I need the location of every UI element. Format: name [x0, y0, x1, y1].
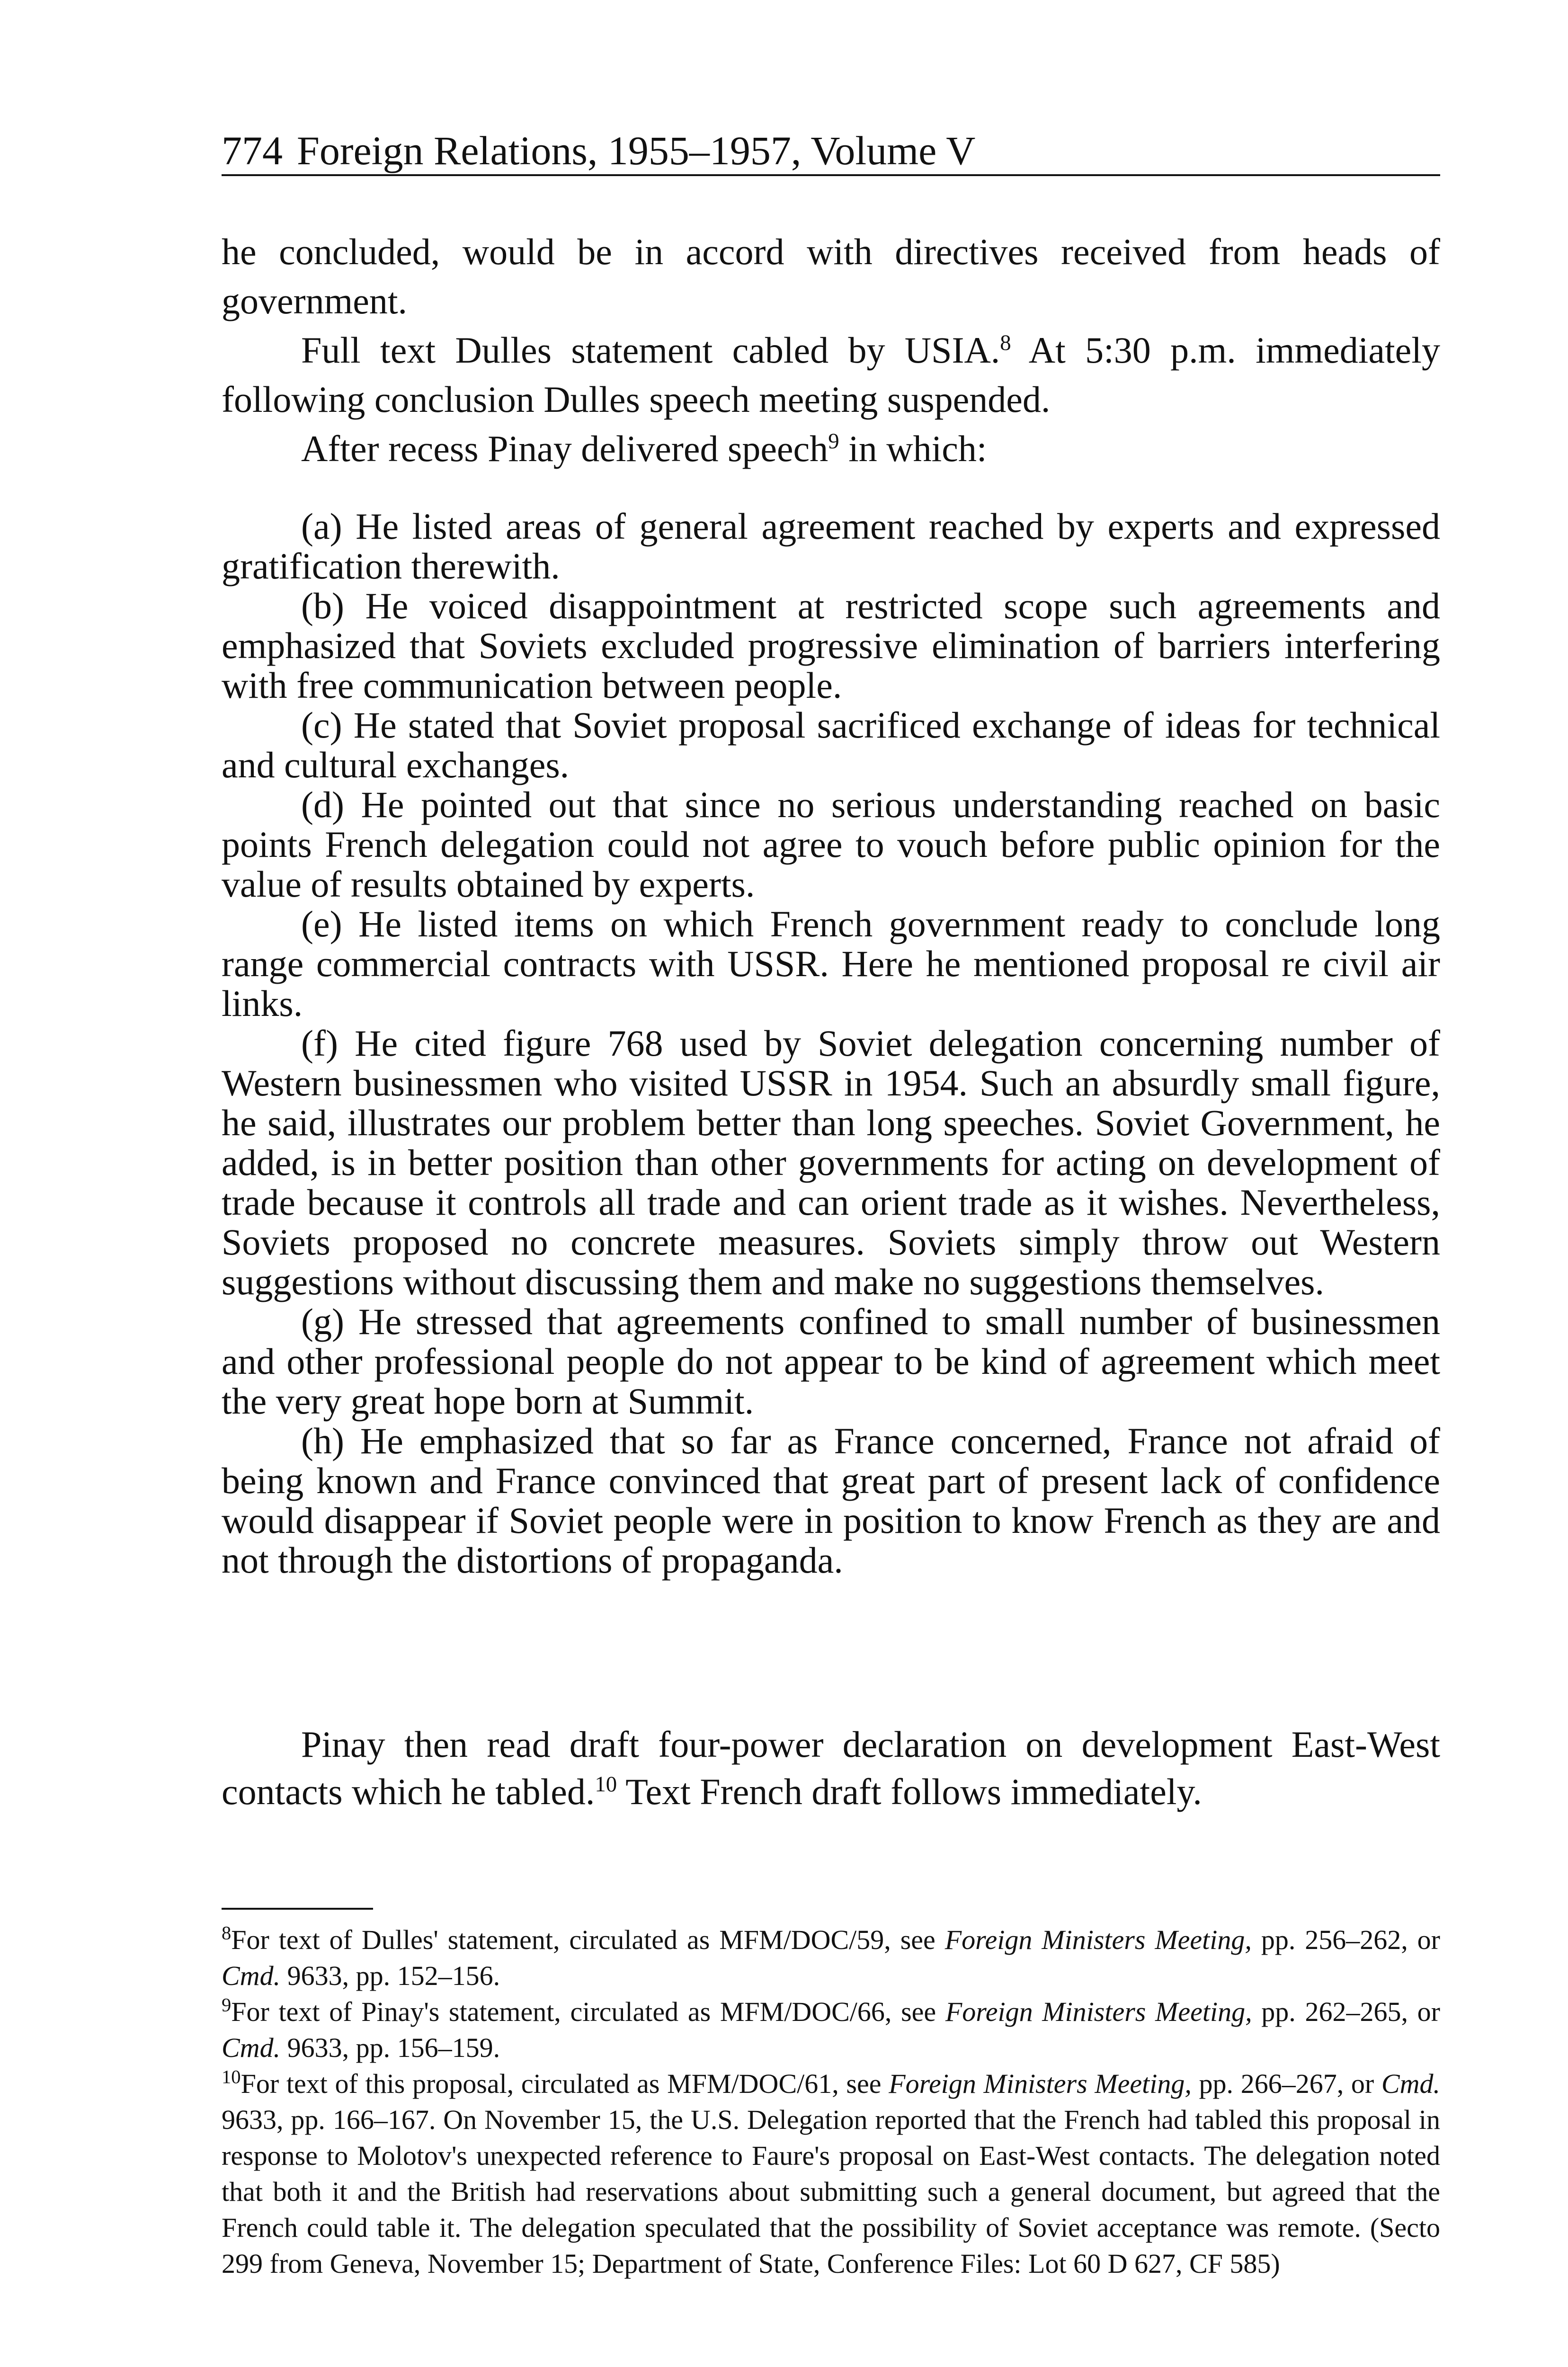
footnote-ref-9[interactable]: 9	[828, 429, 839, 454]
running-head	[222, 127, 1440, 176]
body-closing	[222, 1721, 1440, 1815]
footnote-ref-8[interactable]: 8	[1000, 330, 1011, 355]
paragraph-pinay-speech: After recess Pinay delivered speech$^9$ in which:	[301, 428, 987, 469]
speech-points-list	[222, 507, 1440, 1580]
page-number: 774	[222, 128, 283, 173]
footnote-10: $^{10}$For text of this proposal, circulated as MFM/DOC/61, see Foreign Ministers Meeting, pp. 266–267, or Cmd. 9633, pp. 166–167. On November 15, the U.S. Delegation reported that the French had tabled this proposal in response to Molotov's unexpected reference to Faure's proposal on East-West contacts. The delegation noted that both it and the British had reservations about submitting such a general document, but agreed that the French could table it. The delegation speculated that the possibility of Soviet acceptance was remote. (Secto 299 from Geneva, November 15; Department of State, Conference Files: Lot 60 D 627, CF 585)	[222, 2066, 1440, 2279]
list-item-b: (b) He voiced disappointment at restricted scope such agreements and emphasized that Soviets excluded progressive elimination of barriers interfering with free communication between people.	[222, 585, 1440, 706]
list-item-a: (a) He listed areas of general agreement reached by experts and expressed gratification therewith.	[222, 506, 1440, 587]
list-item-f: (f) He cited figure 768 used by Soviet delegation concerning number of Western businessmen who visited USSR in 1954. Such an absurdly small figure, he said, illustrates our problem better than long speeches. Soviet Government, he added, is in better position than other governments for acting on development of trade because it controls all trade and can orient trade as it wishes. Nevertheless, Soviets proposed no concrete measures. Soviets simply throw out Western suggestions without discussing them and make no suggestions themselves.	[222, 1023, 1440, 1302]
paragraph-continuation: he concluded, would be in accord with directives received from heads of government.	[222, 231, 1440, 321]
footnote-rule	[222, 1908, 373, 1910]
list-item-e: (e) He listed items on which French government ready to conclude long range commercial contracts with USSR. Here he mentioned proposal re civil air links.	[222, 903, 1440, 1024]
footnote-ref-10[interactable]: 10	[595, 1772, 617, 1797]
footnote-9: $^9$For text of Pinay's statement, circulated as MFM/DOC/66, see Foreign Ministers Meeting, pp. 262–265, or Cmd. 9633, pp. 156–159.	[222, 1994, 1440, 2063]
paragraph-french-draft: Pinay then read draft four-power declaration on development East-West contacts which he tabled.$^{10}$ Text French draft follows immediately.	[222, 1724, 1440, 1812]
paragraph-dulles-statement: Full text Dulles statement cabled by USIA.$^8$ At 5:30 p.m. immediately following conclusion Dulles speech meeting suspended.	[222, 329, 1440, 420]
footnotes	[222, 1922, 1440, 2282]
footnote-8: $^8$For text of Dulles' statement, circulated as MFM/DOC/59, see Foreign Ministers Meeting, pp. 256–262, or Cmd. 9633, pp. 152–156.	[222, 1922, 1440, 1991]
running-title: Foreign Relations, 1955–1957, Volume V	[297, 128, 976, 173]
list-item-h: (h) He emphasized that so far as France concerned, France not afraid of being known and France convinced that great part of present lack of confidence would disappear if Soviet people were in position to know French as they are and not through the distortions of propaganda.	[222, 1420, 1440, 1581]
list-item-d: (d) He pointed out that since no serious understanding reached on basic points French delegation could not agree to vouch before public opinion for the value of results obtained by experts.	[222, 784, 1440, 905]
body-opening	[222, 227, 1440, 473]
list-item-c: (c) He stated that Soviet proposal sacrificed exchange of ideas for technical and cultural exchanges.	[222, 704, 1440, 785]
list-item-g: (g) He stressed that agreements confined to small number of businessmen and other professional people do not appear to be kind of agreement which meet the very great hope born at Summit.	[222, 1301, 1440, 1422]
